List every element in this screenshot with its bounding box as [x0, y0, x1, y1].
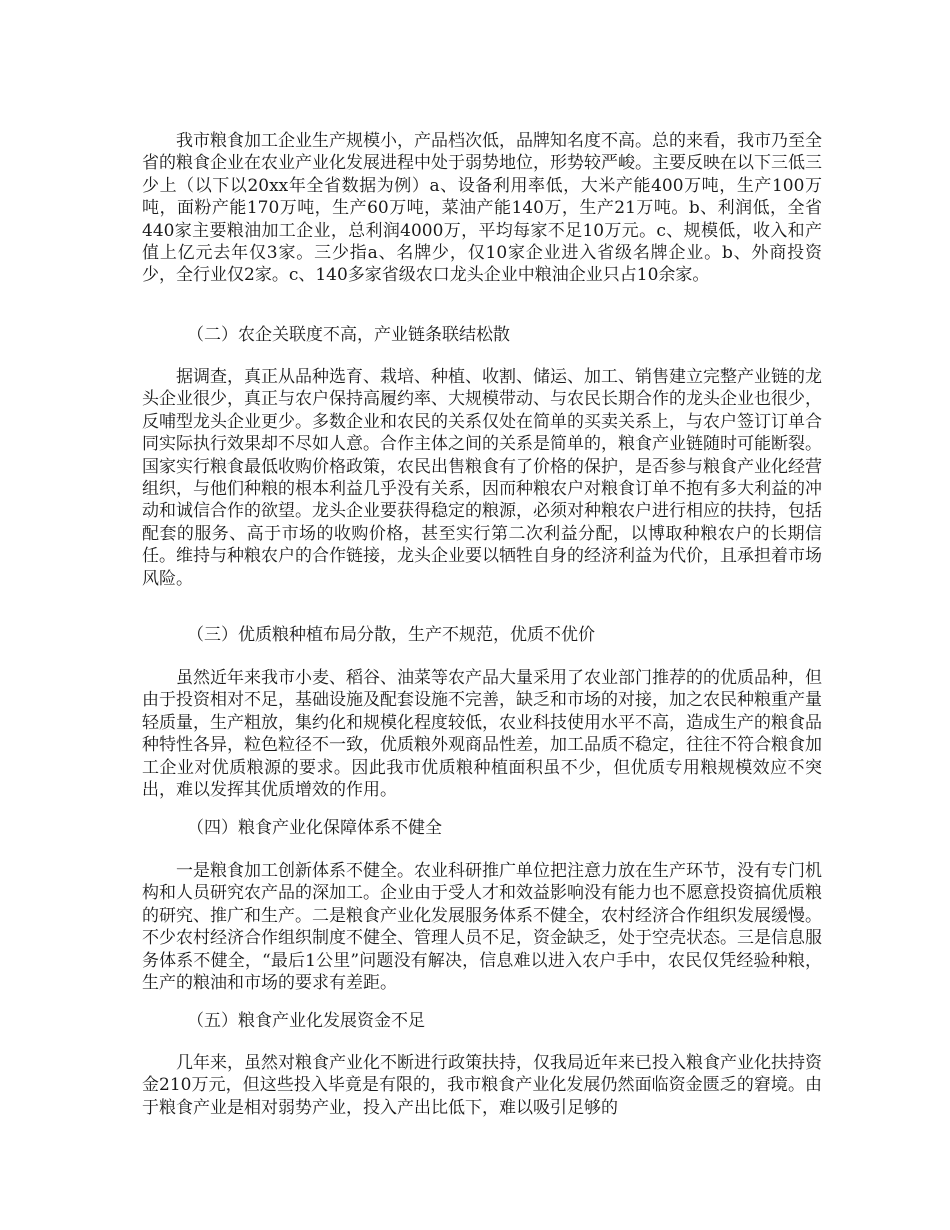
paragraph-support-system: 一是粮食加工创新体系不健全。农业科研推广单位把注意力放在生产环节，没有专门机构和人员研究农产品的深加工。企业由于受人才和效益影响没有能力也不愿意投资搞优质粮的研究、推广和生产。二是粮食产业化发展服务体系不健全，农村经济合作组织发展缓慢。不少农村经济合作组织制度不健全、管理人员不足，资金缺乏，处于空壳状态。三是信息服务体系不健全，“最后1公里”问题没有解决，信息难以进入农户手中，农民仅凭经验种粮，生产的粮油和市场的要求有差距。: [142, 861, 822, 994]
paragraph-funding: 几年来，虽然对粮食产业化不断进行政策扶持，仅我局近年来已投入粮食产业化扶持资金210万元，但这些投入毕竟是有限的，我市粮食产业化发展仍然面临资金匮乏的窘境。由于粮食产业是相对弱势产业，投入产出比低下，难以吸引足够的: [142, 1053, 822, 1118]
section-heading-4: （四）粮食产业化保障体系不健全: [187, 818, 442, 838]
section-heading-5: （五）粮食产业化发展资金不足: [187, 1011, 425, 1031]
section-heading-3: （三）优质粮种植布局分散，生产不规范，优质不优价: [187, 625, 595, 645]
section-heading-2: （二）农企关联度不高，产业链条联结松散: [187, 325, 510, 345]
paragraph-industry-chain: 据调查，真正从品种选育、栽培、种植、收割、储运、加工、销售建立完整产业链的龙头企业很少，真正与农户保持高履约率、大规模带动、与农民长期合作的龙头企业也很少，反哺型龙头企业更少。多数企业和农民的关系仅处在简单的买卖关系上，与农户签订订单合同实际执行效果却不尽如人意。合作主体之间的关系是简单的，粮食产业链随时可能断裂。国家实行粮食最低收购价格政策，农民出售粮食有了价格的保护，是否参与粮食产业化经营组织，与他们种粮的根本利益几乎没有关系，因而种粮农户对粮食订单不抱有多大利益的冲动和诚信合作的欲望。龙头企业要获得稳定的粮源，必须对种粮农户进行相应的扶持，包括配套的服务、高于市场的收购价格，甚至实行第二次利益分配，以博取种粮农户的长期信任。维持与种粮农户的合作链接，龙头企业要以牺牲自身的经济利益为代价，且承担着市场风险。: [142, 367, 822, 589]
paragraph-quality-grain: 虽然近年来我市小麦、稻谷、油菜等农产品大量采用了农业部门推荐的的优质品种，但由于投资相对不足，基础设施及配套设施不完善，缺乏和市场的对接，加之农民种粮重产量轻质量，生产粗放，集约化和规模化程度较低，农业科技使用水平不高，造成生产的粮食品种特性各异，粒色粒径不一致，优质粮外观商品性差，加工品质不稳定，往往不符合粮食加工企业对优质粮源的要求。因此我市优质粮种植面积虽不少，但优质专用粮规模效应不突出，难以发挥其优质增效的作用。: [142, 668, 822, 801]
paragraph-scale-issues: 我市粮食加工企业生产规模小，产品档次低，品牌知名度不高。总的来看，我市乃至全省的粮食企业在农业产业化发展进程中处于弱势地位，形势较严峻。主要反映在以下三低三少上（以下以20xx年全省数据为例）a、设备利用率低，大米产能400万吨，生产100万吨，面粉产能170万吨，生产60万吨，菜油产能140万，生产21万吨。b、利润低，全省440家主要粮油加工企业，总利润4000万，平均每家不足10万元。c、规模低，收入和产值上亿元去年仅3家。三少指a、名牌少，仅10家企业进入省级名牌企业。b、外商投资少，全行业仅2家。c、140多家省级农口龙头企业中粮油企业只占10余家。: [142, 131, 822, 286]
